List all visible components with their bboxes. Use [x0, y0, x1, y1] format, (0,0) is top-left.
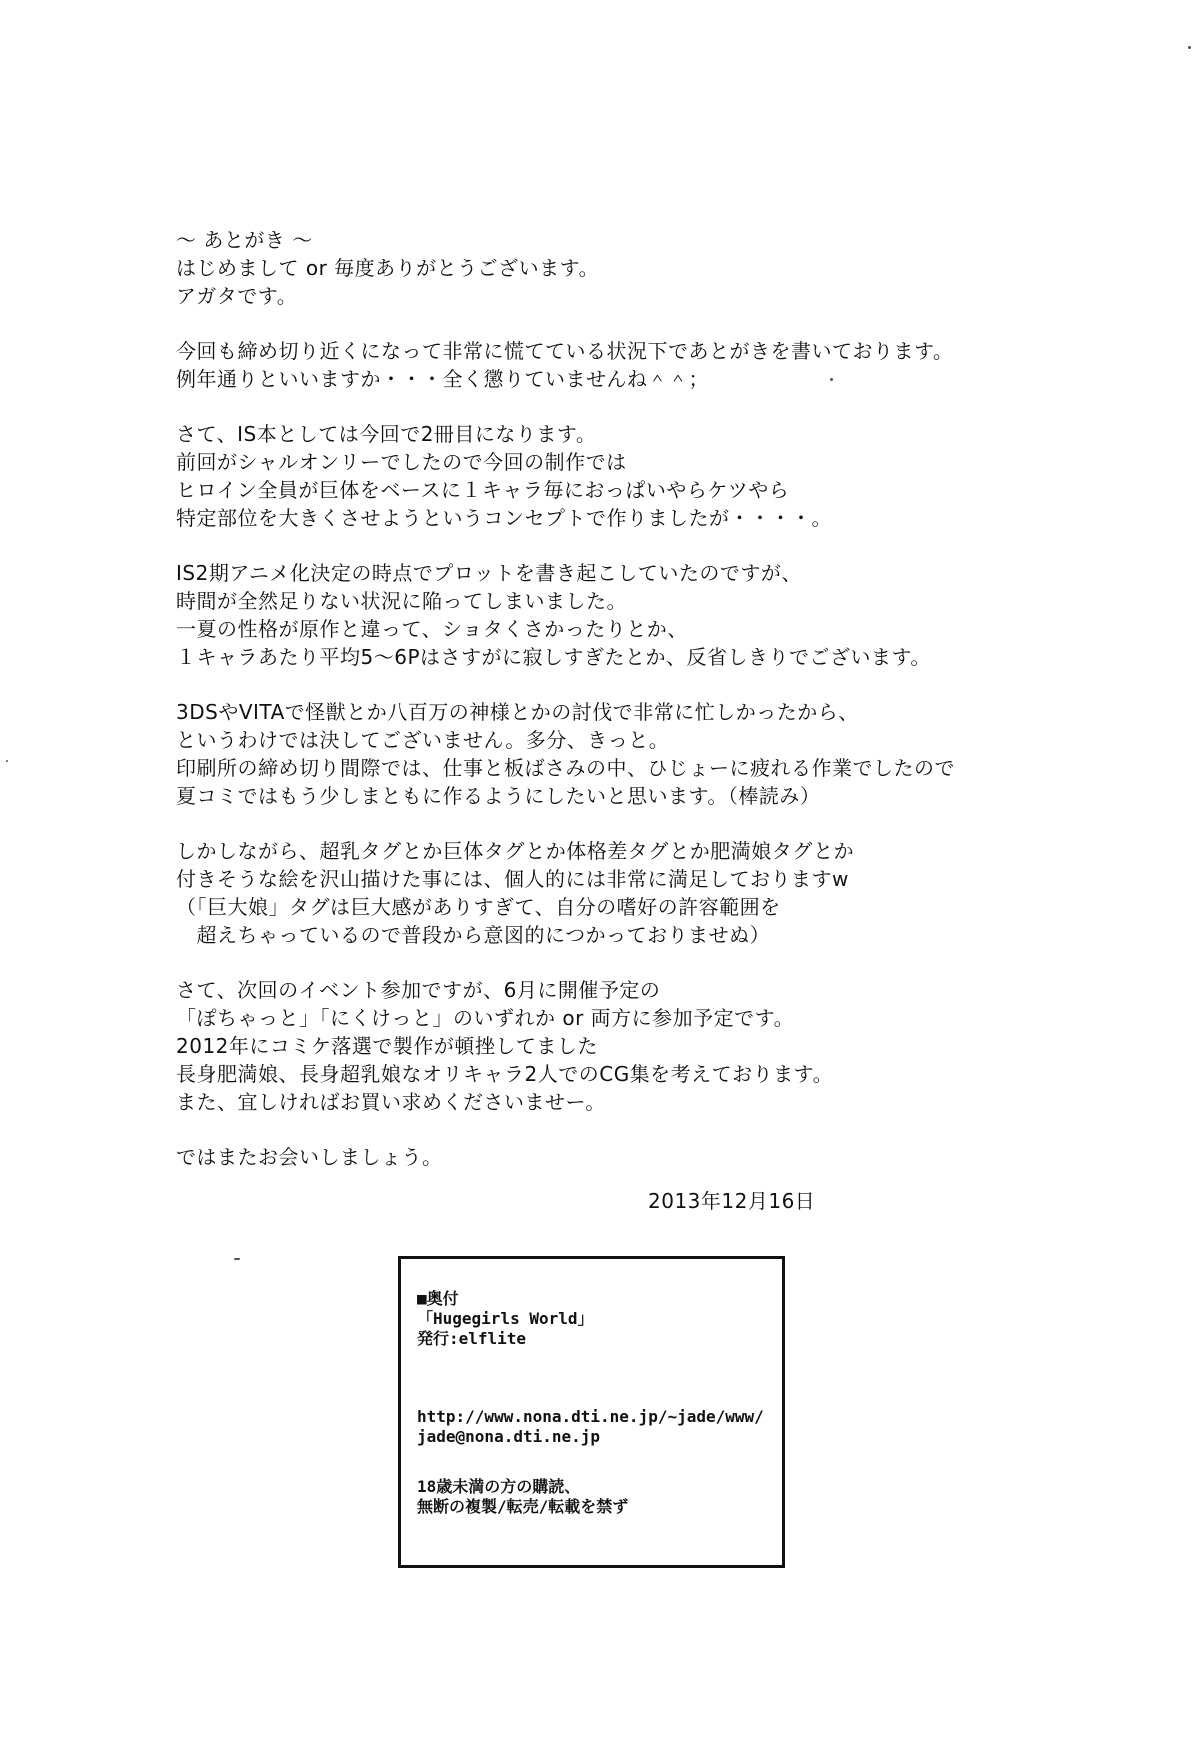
text-line: ではまたお会いしましょう。	[176, 1145, 443, 1169]
text-line: 前回がシャルオンリーでしたので今回の制作では	[176, 450, 627, 474]
text-line: さて、次回のイベント参加ですが、6月に開催予定の	[176, 978, 661, 1002]
text-line: （「巨大娘」タグは巨大感がありすぎて、自分の嗜好の許容範囲を	[176, 895, 781, 919]
text-line: 時間が全然足りない状況に陥ってしまいました。	[176, 589, 627, 613]
notice-line: 18歳未満の方の購読、	[417, 1477, 581, 1496]
colophon-url: http://www.nona.dti.ne.jp/~jade/www/	[417, 1407, 764, 1426]
text-line: 「ぽちゃっと」「にくけっと」のいずれか or 両方に参加予定です。	[176, 1006, 795, 1030]
text-line: １キャラあたり平均5～6Pはさすがに寂しすぎたとか、反省しきりでございます。	[176, 645, 931, 669]
text-line: 付きそうな絵を沢山描けた事には、個人的には非常に満足しておりますw	[176, 867, 849, 891]
afterword-heading: ～ あとがき ～	[176, 228, 313, 252]
paragraph-excuses	[176, 698, 1036, 810]
paragraph-next-event	[176, 976, 1036, 1116]
scan-speck	[234, 1258, 240, 1260]
text-line: また、宜しければお買い求めくださいませー。	[176, 1090, 606, 1114]
colophon-box	[398, 1256, 785, 1568]
paragraph-satisfaction	[176, 837, 1036, 949]
colophon-contact	[417, 1407, 782, 1447]
colophon-title: 「Hugegirls World」	[417, 1309, 594, 1328]
text-line: 特定部位を大きくさせようというコンセプトで作りましたが・・・・。	[176, 506, 832, 530]
text-line: さて、IS本としては今回で2冊目になります。	[176, 422, 597, 446]
colophon-notice	[417, 1477, 782, 1517]
text-line: 例年通りといいますか・・・全く懲りていませんね＾＾；	[176, 367, 709, 391]
text-line: 3DSやVITAで怪獣とか八百万の神様とかの討伐で非常に忙しかったから、	[176, 700, 859, 724]
afterword-date: 2013年12月16日	[648, 1189, 816, 1213]
paragraph-reflection	[176, 559, 1036, 671]
text-line: 2012年にコミケ落選で製作が頓挫してました	[176, 1034, 598, 1058]
notice-line: 無断の複製/転売/転載を禁ず	[417, 1497, 629, 1516]
colophon-heading: ■奥付	[417, 1289, 459, 1308]
scan-speck	[1188, 46, 1191, 49]
text-line: 夏コミではもう少しまともに作るようにしたいと思います。（棒読み）	[176, 784, 821, 808]
colophon-publisher: 発行:elflite	[417, 1329, 527, 1348]
text-line: しかしながら、超乳タグとか巨体タグとか体格差タグとか肥満娘タグとか	[176, 839, 855, 863]
text-line: 印刷所の締め切り間際では、仕事と板ばさみの中、ひじょーに疲れる作業でしたので	[176, 756, 955, 780]
paragraph-deadline	[176, 337, 1036, 393]
text-line: 今回も締め切り近くになって非常に慌てている状況下であとがきを書いております。	[176, 339, 954, 363]
text-line: 一夏の性格が原作と違って、ショタくさかったりとか、	[176, 617, 688, 641]
text-line: ヒロイン全員が巨体をベースに１キャラ毎におっぱいやらケツやら	[176, 478, 790, 502]
colophon-email: jade@nona.dti.ne.jp	[417, 1427, 601, 1446]
text-line: IS2期アニメ化決定の時点でプロットを書き起こしていたのですが、	[176, 561, 802, 585]
paragraph-greeting	[176, 226, 1036, 310]
paragraph-concept	[176, 420, 1036, 532]
text-line: アガタです。	[176, 284, 298, 308]
text-line: はじめまして or 毎度ありがとうございます。	[176, 256, 600, 280]
paragraph-closing	[176, 1143, 1036, 1171]
text-line: 超えちゃっているので普段から意図的につかっておりませぬ）	[176, 923, 771, 947]
afterword-text	[176, 226, 1036, 1198]
text-line: 長身肥満娘、長身超乳娘なオリキャラ2人でのCG集を考えております。	[176, 1062, 834, 1086]
text-line: というわけでは決してございません。多分、きっと。	[176, 728, 670, 752]
scan-speck	[830, 378, 833, 381]
scan-speck	[6, 760, 8, 762]
